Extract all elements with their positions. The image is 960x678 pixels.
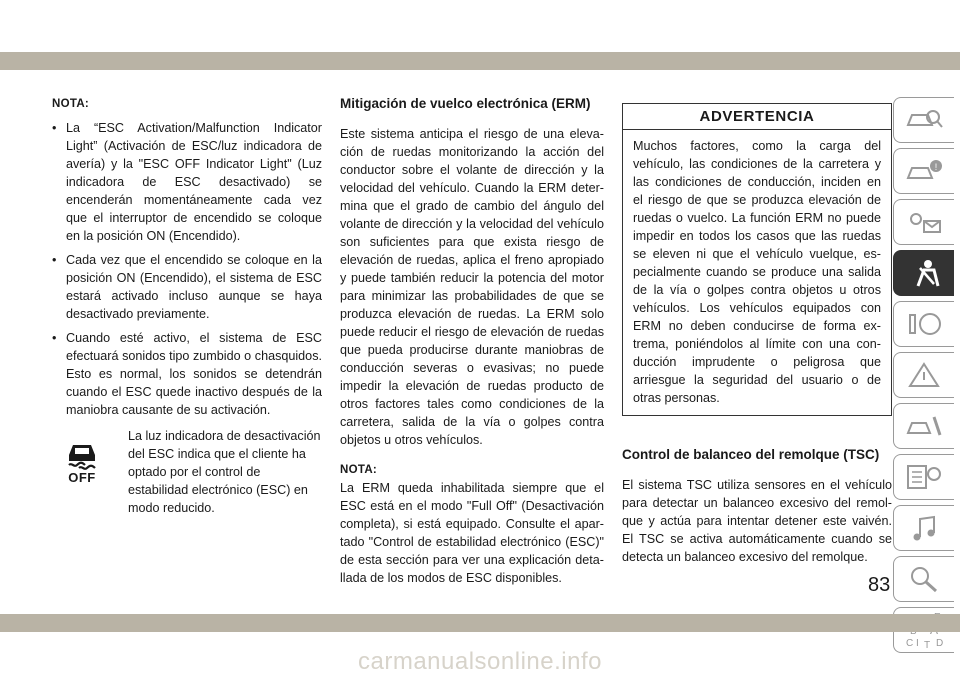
- index-letter: C: [906, 638, 914, 649]
- bullet-item: • Cuando esté activo, el sistema de ESC efectuará sonidos tipo zumbido o chasquidos. Esto es normal, los sonidos se detendrán cuando el ESC quede inactivo después de la maniobra causante de su activación.: [52, 329, 322, 419]
- tab-instrument-panel[interactable]: [893, 148, 954, 194]
- off-icon-label: OFF: [68, 470, 96, 485]
- search-magnifier-icon: [904, 564, 944, 594]
- watermark: carmanualsonline.info: [358, 648, 602, 675]
- tab-technical-specs[interactable]: [893, 454, 954, 500]
- index-letter: T: [924, 640, 931, 650]
- erm-note-label: NOTA:: [340, 464, 378, 476]
- tab-starting-operating[interactable]: [893, 301, 954, 347]
- chapter-tabs: [893, 97, 960, 658]
- index-letter: D: [936, 638, 944, 649]
- index-letter: I: [916, 638, 919, 649]
- warning-box: [622, 103, 892, 416]
- tsc-section: [622, 446, 892, 566]
- esc-off-indicator-block: [52, 427, 322, 517]
- music-note-icon: [904, 513, 944, 543]
- key-steering-icon: [904, 309, 944, 339]
- erm-body: Este sistema anticipa el riesgo de una elevación de ruedas monitorizando la acción del conductor sobre el volante de dirección y la velocidad del vehículo. Cuando la ERM determina que el grado de cambio del ángulo del volante de dirección y la velocidad del vehículo son suficientes para que exista riesgo de elevación de ruedas, aplica el freno apropiado y puede también reducir la potencia del motor para minimizar las probabilidades de que se produzca elevación de ruedas. La ERM solo puede reducir el riesgo de elevación de ruedas que pueda producirse durante maniobras de conducción severas o evasivas; no puede impedir la elevación de ruedas producto de otros factores tales como condiciones de la carretera, salida de la vía o golpes contra objetos u otros vehículos.: [340, 127, 604, 447]
- tab-getting-to-know[interactable]: [893, 97, 954, 143]
- tsc-heading: Control de balanceo del remolque (TSC): [622, 447, 880, 462]
- tsc-body: El sistema TSC utiliza sensores en el vehículo para detectar un balanceo excesivo del remolque y actúa para intentar detener este vaivén. El TSC se activa automáticamente cuando se detecta un balanceo excesivo del remolque.: [622, 478, 892, 564]
- seatbelt-person-icon: [904, 258, 944, 288]
- warning-road-icon: [904, 360, 944, 390]
- middle-column: [340, 95, 604, 587]
- car-magnifier-icon: [904, 105, 944, 135]
- tab-safety[interactable]: [893, 250, 954, 296]
- esc-off-icon: [52, 427, 112, 517]
- note-label: NOTA:: [52, 98, 90, 110]
- erm-heading: Mitigación de vuelco electrónica (ERM): [340, 96, 591, 111]
- bullet-item: • La “ESC Activation/Malfunction Indicator Light” (Activación de ESC/luz indicadora de avería) y la "ESC OFF Indicator Light" (Luz indicadora de ESC desactivado) se encenderán momentáneamente cada vez que el interruptor de encendido se coloque en la posición ON (Encendido).: [52, 119, 322, 245]
- bottom-footer-band: [0, 614, 960, 632]
- dashboard-light-message-icon: [904, 207, 944, 237]
- tab-multimedia[interactable]: [893, 505, 954, 551]
- skidding-car-icon: [65, 441, 99, 471]
- esc-off-indicator-text: La luz indicadora de desactivación del ESC indica que el cliente ha optado por el control de estabilidad electrónico (ESC) en modo reducido.: [128, 429, 321, 515]
- tab-customer-assistance[interactable]: [893, 556, 954, 602]
- right-column: [622, 95, 892, 566]
- warning-title: ADVERTENCIA: [623, 104, 891, 130]
- erm-note-body: La ERM queda inhabilitada siempre que el ESC está en el modo "Full Off" (Desactivación completa), si está equipado. Consulte el apartado "Control de estabilidad electrónico (ESC)" de esta sección para ver una explicación detallada de los modos de ESC disponibles.: [340, 481, 604, 585]
- bullet-item: • Cada vez que el encendido se coloque en la posición ON (Encendido), el sistema de ESC estará activado incluso aunque se haya desactivado previamente.: [52, 251, 322, 323]
- left-column: [52, 95, 322, 517]
- car-wrench-icon: [904, 411, 944, 441]
- tab-servicing[interactable]: [893, 403, 954, 449]
- top-header-band: [0, 52, 960, 70]
- note-bullet-list: [52, 119, 322, 419]
- svg-text:!: !: [934, 162, 938, 172]
- tab-in-case-of-emergency[interactable]: [893, 352, 954, 398]
- tab-warning-lights[interactable]: [893, 199, 954, 245]
- page-number: 83: [868, 574, 891, 596]
- car-info-icon: [904, 156, 944, 186]
- warning-body: Muchos factores, como la carga del vehículo, las condiciones de la carretera y las condiciones de conducción, inciden en el riesgo de que se produzca elevación de ruedas o vuelco. La función ERM no puede impedir en todos los casos que las ruedas se eleven ni que el vehículo vuelque, especialmente cuando se produce una salida de la vía o golpes contra objetos u otros vehículos. Los vehículos equipados con ERM no deben conducirse de forma extrema, poniéndolos al límite con una conducción imprudente o peligrosa que arriesgue la seguridad del usuario o de otras personas.: [633, 139, 881, 405]
- spec-list-gear-icon: [904, 462, 944, 492]
